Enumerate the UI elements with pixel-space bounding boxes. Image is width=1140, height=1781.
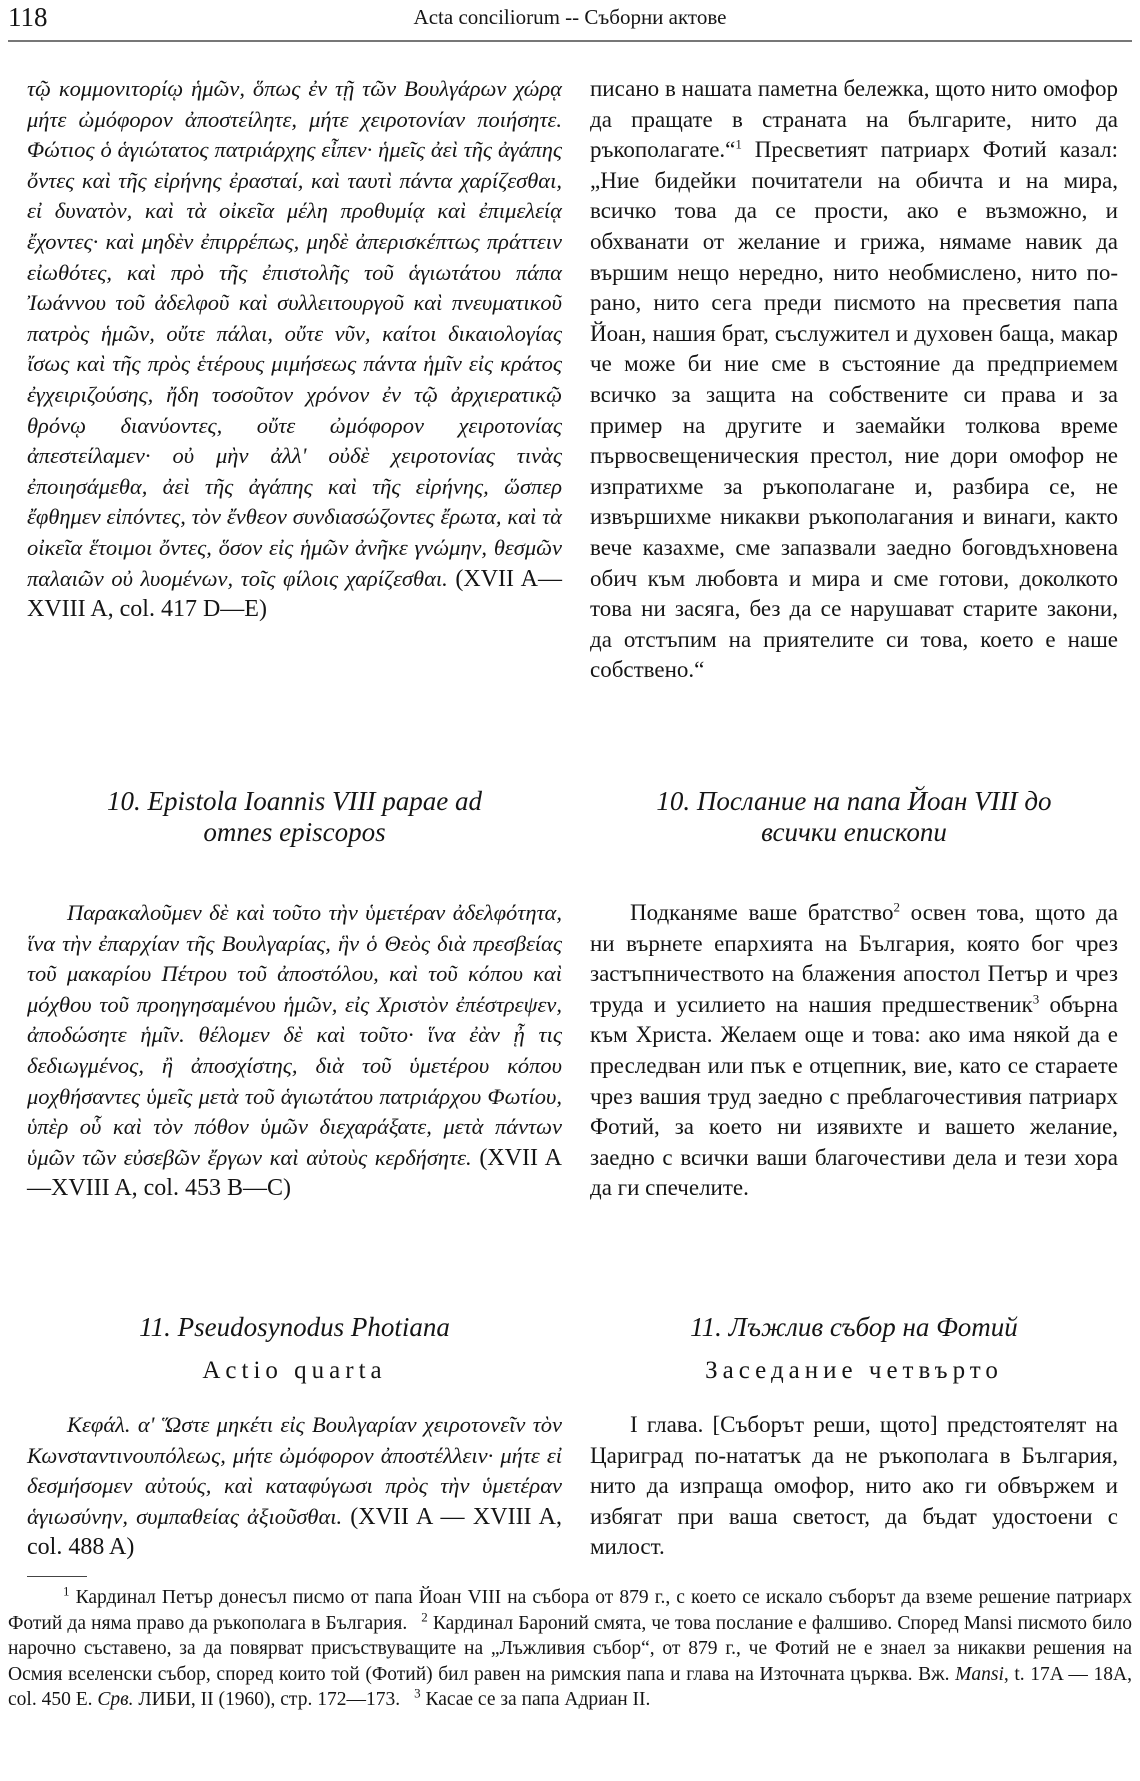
section-heading-line-2: всички епископи — [761, 817, 947, 847]
footnote-2-text: Кардинал Бароний смята, че това послание е фалшиво. Според Mansi писмото било нарочно съставено, за да повярват присъствуващите на „Лъжливия събор“, от 879 г., че Фотий не е знаел за никакви решения на Осмия вселенски събор, според които той (Фотий) бил равен на римския папа и глава на Източната църква. Вж. — [8, 1612, 1133, 1685]
greek-text: τῷ κομμονιτορίῳ ἡμῶν, ὅπως ἐν τῇ τῶν Βουλγάρων χώρᾳ μήτε ὠμόφορον ἀποστείλητε, μήτε χειροτονίαν ποιήσητε. Φώτιος ὁ ἁγιώτατος πατριάρχης εἶπεν· ἡμεῖς ἀεὶ τῆς ἀγάπης ὄντες καὶ τῆς εἰρήνης ἐρασταί, καὶ ταυτὶ πάντα χαρίζεσθαι, εἰ δυνατὸν, καὶ τὰ οἰκεῖα μέλη προθυμίᾳ καὶ ἐπιμελείᾳ ἔχοντες· καὶ μηδὲν ἐπιρρέπως, μηδὲ ἀπερισκέπτως πράττειν εἰωθότες, καὶ πρὸ τῆς ἐπιστολῆς τοῦ ἁγιωτάτου πάπα Ἰωάννου τοῦ ἀδελφοῦ καὶ συλλειτουργοῦ καὶ πνευματικοῦ πατρὸς ἡμῶν, οὔτε πάλαι, οὔτε νῦν, καίτοι δικαιολογίας ἴσως καὶ τῆς πρὸς ἑτέρους μιμήσεως πάντα ἡμῖν εἰς κράτος ἐγχειριζούσης, ἤδη τοσοῦτον χρόνον ἐν τῷ ἀρχιερατικῷ θρόνῳ διανύοντες, οὔτε ὠμόφορον χειροτονίας ἀπεστείλαμεν· οὐ μὴν ἀλλ' οὐδὲ χειροτονίας τινὰς ἐποιησάμεθα, ἀεὶ τῆς ἀγάπης καὶ τῆς εἰρήνης, ὥσπερ ἔφθημεν εἰπόντες, τὸν ἔνθεον συνδιασώζοντες ἔρωτα, καὶ τὰ οἰκεῖα ἕτοιμοι ὄντες, ὅσον εἰς ἡμῶν ἀνῆκε γνώμην, θεσμῶν παλαιῶν οὐ λυομένων, τοῖς φίλοις χαρίζεσθαι. — [27, 76, 562, 591]
right-column-block-2 — [590, 898, 1118, 1204]
running-title: Acta conciliorum -- Съборни актове — [413, 5, 727, 29]
bulgarian-paragraph-3: I глава. [Съборът реши, щото] предстоятелят на Цариград по-нататък да не ръкополага в България, нито да изпраща омофор, нито ако ги обвържем и избягат при ваша светост, да бъдат удостоени с милост. — [590, 1412, 1118, 1560]
section-heading-title: 11. Лъжлив събор на Фотий — [690, 1312, 1018, 1342]
left-column-block-1 — [27, 74, 562, 625]
footnote-mark-3: 3 — [414, 1685, 421, 1701]
footnote-paragraph — [8, 1585, 1132, 1713]
greek-text: Κεφάλ. α' Ὥστε μηκέτι εἰς Βουλγαρίαν χειροτονεῖν τὸν Κωνσταντινουπόλεως, μήτε ὠμόφορον ἀποστέλλειν· μήτε εἰ δεσμήσομεν αὐτούς, καὶ καταφύγωσι πρὸς τὴν ὑμετέραν ἁγιωσύνην, συμπαθείας ἀξιοῦσθαι. — [27, 1412, 562, 1529]
bulgarian-paragraph-1 — [590, 74, 1118, 686]
right-heading-10 — [590, 786, 1118, 848]
footnote-mark-2: 2 — [421, 1609, 428, 1624]
footnote-rule — [27, 1576, 87, 1577]
left-heading-10 — [27, 786, 562, 848]
footnote-2-text-b: , t. 17A — 18A, col. 450 E. — [8, 1663, 1133, 1710]
greek-text: Παρακαλοῦμεν δὲ καὶ τοῦτο τὴν ὑμετέραν ἀδελφότητα, ἵνα τὴν ἐπαρχίαν τῆς Βουλγαρίας, ἣν ὁ Θεὸς διὰ πρεσβείας τοῦ μακαρίου Πέτρου τοῦ ἀποστόλου, καὶ τοῦ κόπου καὶ μόχθου τοῦ προηγησαμένου ἡμῶν, εἰς Χριστὸν ἐπέστρεψεν, ἀποδώσητε ἡμῖν. θέλομεν δὲ καὶ τοῦτο· ἵνα ἐὰν ᾖ τις δεδιωγμένος, ἢ ἀποσχίστης, διὰ τοῦ ὑμετέρου κόπου μοχθήσαντες ὑμεῖς μετὰ τοῦ ἁγιωτάτου πατριάρχου Φωτίου, ὑπὲρ οὗ καὶ τὸν πόθον ὑμῶν διεχαράξατε, μετὰ πάντων ὑμῶν τῶν εὐσεβῶν ἔργων καὶ αὐτοὺς κερδήσητε. — [27, 900, 562, 1170]
section-heading-line-1: 10. Послание на папа Йоан VIII до — [656, 786, 1052, 816]
citation: (XVII A—XVIII A, col. 417 D—E) — [27, 565, 563, 623]
footnote-2-text-c: ЛИБИ, II (1960), стр. 172—173. — [133, 1689, 401, 1710]
citation: (XVII A—XVIII A, col. 453 B—C) — [27, 1144, 562, 1202]
greek-paragraph-3 — [27, 1410, 562, 1563]
left-column-block-3 — [27, 1410, 562, 1563]
bulgarian-paragraph-2 — [590, 898, 1118, 1204]
body-text: Пресветият патриарх Фотий казал: „Ние бидейки почитатели на обичта и на мира, всичко това да се прости, ако е възможно, и обхванати от желание и грижа, нямаме навик да вършим нещо нередно, нито необмислено, нито по-рано, нито сега преди писмото на пресветия папа Йоан, нашия брат, съслужител и духовен баща, макар че може би ние сме в състояние да предприемем всичко за защита на собствените си права и за пример на другите и заемайки толкова време първосвещеническия престол, ние дори омофор не изпратихме за ръкополагане и, разбира се, не извършихме никакви ръкополагания и винаги, както вече казахме, сме запазвали заедно боговдъхновена обич към любовта и мира и сме готови, доколкото това ни засяга, без да се нарушават старите закони, да отстъпим на приятелите си това, което е наше собствено.“ — [590, 137, 1118, 683]
footnote-mark-1: 1 — [63, 1583, 70, 1599]
right-heading-11 — [590, 1312, 1118, 1385]
section-subheading: Actio quarta — [202, 1357, 387, 1384]
left-column-block-2 — [27, 898, 562, 1204]
footnote-ref-1[interactable]: 1 — [735, 136, 742, 152]
header-rule — [8, 40, 1132, 42]
footnote-3-text: Касае се за папа Адриан II. — [420, 1689, 651, 1710]
body-text: Подканяме ваше братство — [630, 900, 894, 925]
section-heading-line-2: omnes episcopos — [203, 817, 386, 847]
right-column-block-3 — [590, 1410, 1118, 1563]
greek-paragraph-1 — [27, 74, 562, 625]
section-heading-title: 11. Pseudosynodus Photiana — [139, 1312, 450, 1342]
page-number: 118 — [8, 2, 48, 32]
section-subheading: Заседание четвърто — [705, 1357, 1003, 1384]
body-text: обърна към Христа. Желаем още и това: ако има някой да е преследван или пък е отцепник, вие, като се старaете чрез вашия труд заедно с преблагочестивия патриарх Фотий, за което ни изявихте и вашето желание, заедно с всички ваши благочестиви дела и тези хора да ги спечелите. — [590, 991, 1118, 1201]
greek-paragraph-2 — [27, 898, 562, 1204]
left-heading-11 — [27, 1312, 562, 1385]
section-heading-line-1: 10. Epistola Ioannis VIII papae ad — [107, 786, 482, 816]
body-text: освен това, щото да ни върнете епархията на България, която бог чрез застъпничеството на блажения апостол Петър и чрез труда и усилието на нашия предшественик — [590, 900, 1118, 1017]
footnote-2-source: Mansi — [955, 1663, 1004, 1685]
citation: (XVII A — XVIII A, col. 488 A) — [27, 1503, 563, 1561]
footnote-ref-3[interactable]: 3 — [1032, 991, 1040, 1007]
footnote-1-text: Кардинал Петър донесъл писмо от папа Йоан VIII на събора от 879 г., с което се искало съборът да вземе решение патриарх Фотий да няма право да ръкополага в България. — [8, 1587, 1132, 1634]
page-header — [8, 2, 1132, 42]
footnotes — [8, 1585, 1132, 1713]
body-text: писано в нашата паметна бележка, щото нито омофор да пращате в страната на българите, нито да ръкополагате.“ — [590, 76, 1118, 163]
footnote-ref-2[interactable]: 2 — [893, 899, 900, 915]
footnote-2-compare: Срв. — [97, 1689, 134, 1710]
right-column-block-1 — [590, 74, 1118, 686]
